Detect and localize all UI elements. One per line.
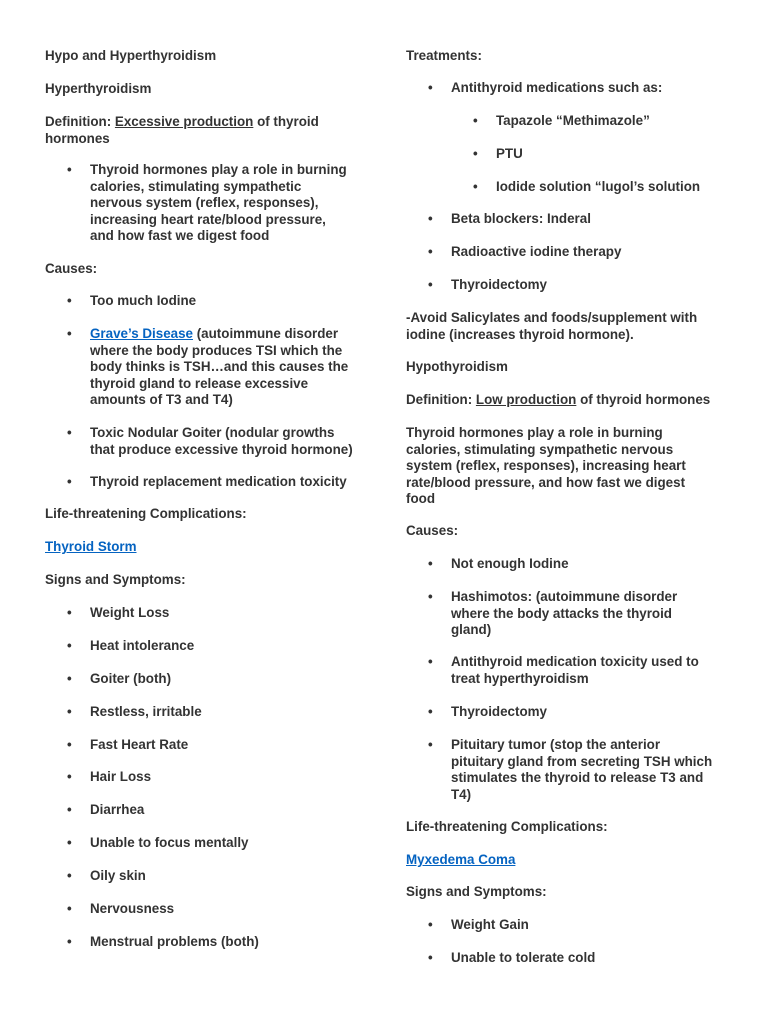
list-item: • Too much Iodine <box>67 293 197 308</box>
hyper-complications-heading: Life-threatening Complications: <box>45 506 247 521</box>
definition-term: Low production <box>475 392 577 407</box>
document-title: Hypo and Hyperthyroidism <box>45 48 217 63</box>
list-item: • Restless, irritable <box>67 704 202 719</box>
list-item: • Oily skin <box>67 868 146 883</box>
list-item: • Weight Gain <box>428 917 529 932</box>
thyroid-storm-link[interactable]: Thyroid Storm <box>45 539 137 554</box>
list-item: • Radioactive iodine therapy <box>428 244 622 259</box>
hypo-causes-heading: Causes: <box>406 523 459 538</box>
hypothyroidism-heading: Hypothyroidism <box>406 359 508 374</box>
list-item: • Tapazole “Methimazole” <box>473 113 650 128</box>
list-item: • Grave’s Disease (autoimmune disorder where the body produces TSI which the body thinks is TSH…and this causes the thyroid gland to release excessive amounts of T3 and T4) <box>67 326 349 407</box>
list-item: • Thyroid replacement medication toxicity <box>67 474 347 489</box>
definition-term: Excessive production <box>114 114 254 129</box>
list-item: • Not enough Iodine <box>428 556 569 571</box>
list-item: • Thyroidectomy <box>428 277 547 292</box>
list-item: • Nervousness <box>67 901 175 916</box>
list-item: • Thyroid hormones play a role in burning calories, stimulating sympathetic nervous system (reflex, responses), increasing heart rate/blood pressure, and how fast we digest food <box>67 162 347 243</box>
list-item: • Iodide solution “lugol’s solution <box>473 179 701 194</box>
list-item: • Goiter (both) <box>67 671 172 686</box>
list-item: • Menstrual problems (both) <box>67 934 259 949</box>
list-item: • Fast Heart Rate <box>67 737 189 752</box>
list-item: • Heat intolerance <box>67 638 195 653</box>
list-item: • Weight Loss <box>67 605 170 620</box>
hyper-causes-heading: Causes: <box>45 261 98 276</box>
list-item: • PTU <box>473 146 523 161</box>
definition-rest-2: hormones <box>45 130 110 146</box>
list-item: • Antithyroid medications such as: <box>428 80 663 95</box>
list-item: • Toxic Nodular Goiter (nodular growths that produce excessive thyroid hormone) <box>67 425 353 457</box>
list-item: • Thyroidectomy <box>428 704 547 719</box>
list-item: • Pituitary tumor (stop the anterior pituitary gland from secreting TSH which stimulates the thyroid to release T3 and T4) <box>428 737 713 802</box>
hypo-role-paragraph: Thyroid hormones play a role in burning calories, stimulating sympathetic nervous system (reflex, responses), increasing heart rate/blood pressure, and how fast we digest food <box>406 425 686 506</box>
graves-disease-link[interactable]: Grave’s Disease <box>90 326 193 341</box>
hypo-definition: Definition: Low production of thyroid hormones <box>406 392 711 407</box>
list-item: • Hashimotos: (autoimmune disorder where the body attacks the thyroid gland) <box>428 589 678 637</box>
hypo-complications-heading: Life-threatening Complications: <box>406 819 608 834</box>
hyper-definition <box>45 114 319 147</box>
list-item: • Unable to tolerate cold <box>428 950 596 965</box>
hypo-signs-heading: Signs and Symptoms: <box>406 884 547 899</box>
hyper-signs-heading: Signs and Symptoms: <box>45 572 186 587</box>
definition-rest-1: of thyroid <box>253 114 319 129</box>
definition-label: Definition: <box>45 114 115 129</box>
treatments-heading: Treatments: <box>406 48 482 63</box>
avoid-note: -Avoid Salicylates and foods/supplement with iodine (increases thyroid hormone). <box>406 310 698 342</box>
list-item: • Hair Loss <box>67 769 152 784</box>
list-item: • Diarrhea <box>67 802 145 817</box>
list-item: • Beta blockers: Inderal <box>428 211 591 226</box>
hyperthyroidism-heading: Hyperthyroidism <box>45 81 152 96</box>
list-item: • Unable to focus mentally <box>67 835 249 850</box>
list-item: • Antithyroid medication toxicity used to treat hyperthyroidism <box>428 654 699 686</box>
myxedema-coma-link[interactable]: Myxedema Coma <box>406 852 516 867</box>
